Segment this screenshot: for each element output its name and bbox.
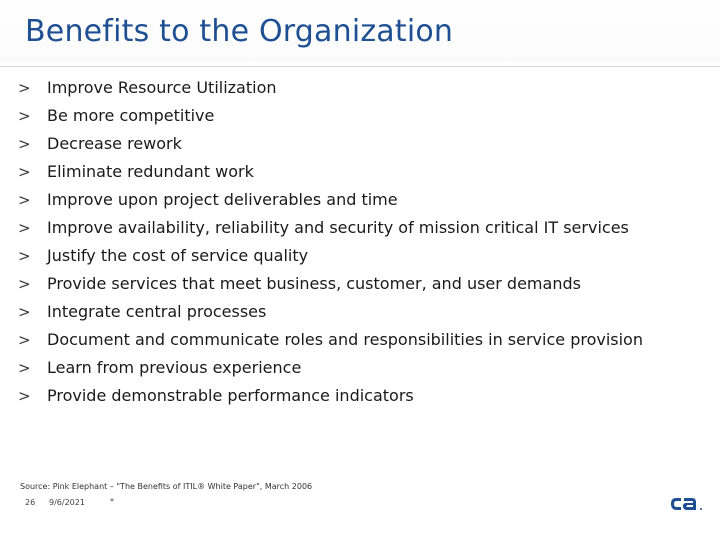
bullet-marker-icon: > — [18, 79, 31, 97]
title-divider — [0, 66, 720, 67]
bullet-text: Improve availability, reliability and security of mission critical IT services — [47, 218, 629, 237]
bullet-text: Improve upon project deliverables and time — [47, 190, 398, 209]
bullet-item — [18, 384, 708, 406]
bullet-text: Document and communicate roles and responsibilities in service provision — [47, 330, 643, 349]
bullet-marker-icon: > — [18, 219, 31, 237]
bullet-marker-icon: > — [18, 387, 31, 405]
bullet-item — [18, 160, 708, 182]
bullet-text: Be more competitive — [47, 106, 215, 125]
bullet-marker-icon: > — [18, 107, 31, 125]
bullet-marker-icon: > — [18, 247, 31, 265]
bullet-marker-icon: > — [18, 191, 31, 209]
bullet-item — [18, 272, 708, 294]
source-citation: Source: Pink Elephant – "The Benefits of ITIL® White Paper", March 2006 — [20, 482, 313, 491]
bullet-item — [18, 244, 708, 266]
bullet-text: Integrate central processes — [47, 302, 267, 321]
bullet-item — [18, 300, 708, 322]
ca-logo-icon — [670, 492, 708, 516]
bullet-text: Justify the cost of service quality — [47, 246, 309, 265]
footer-date: 9/6/2021 — [49, 498, 85, 507]
bullet-marker-icon: > — [18, 359, 31, 377]
bullet-item — [18, 356, 708, 378]
bullet-item — [18, 104, 708, 126]
bullet-item — [18, 76, 708, 98]
slide-title: Benefits to the Organization — [25, 14, 454, 49]
bullet-text: Provide services that meet business, customer, and user demands — [47, 274, 581, 293]
bullet-item — [18, 132, 708, 154]
bullet-item — [18, 328, 708, 350]
bullet-marker-icon: > — [18, 135, 31, 153]
bullet-marker-icon: > — [18, 163, 31, 181]
bullet-text: Improve Resource Utilization — [47, 78, 277, 97]
footer-marker: * — [110, 497, 114, 506]
slide-footer — [0, 492, 720, 540]
title-bar — [0, 0, 720, 62]
bullet-marker-icon: > — [18, 303, 31, 321]
bullet-text: Provide demonstrable performance indicators — [47, 386, 414, 405]
bullet-text: Decrease rework — [47, 134, 182, 153]
bullet-text: Eliminate redundant work — [47, 162, 254, 181]
bullet-marker-icon: > — [18, 331, 31, 349]
bullet-list — [18, 76, 708, 412]
bullet-item — [18, 188, 708, 210]
bullet-item — [18, 216, 708, 238]
page-number: 26 — [25, 498, 36, 507]
bullet-text: Learn from previous experience — [47, 358, 302, 377]
bullet-marker-icon: > — [18, 275, 31, 293]
